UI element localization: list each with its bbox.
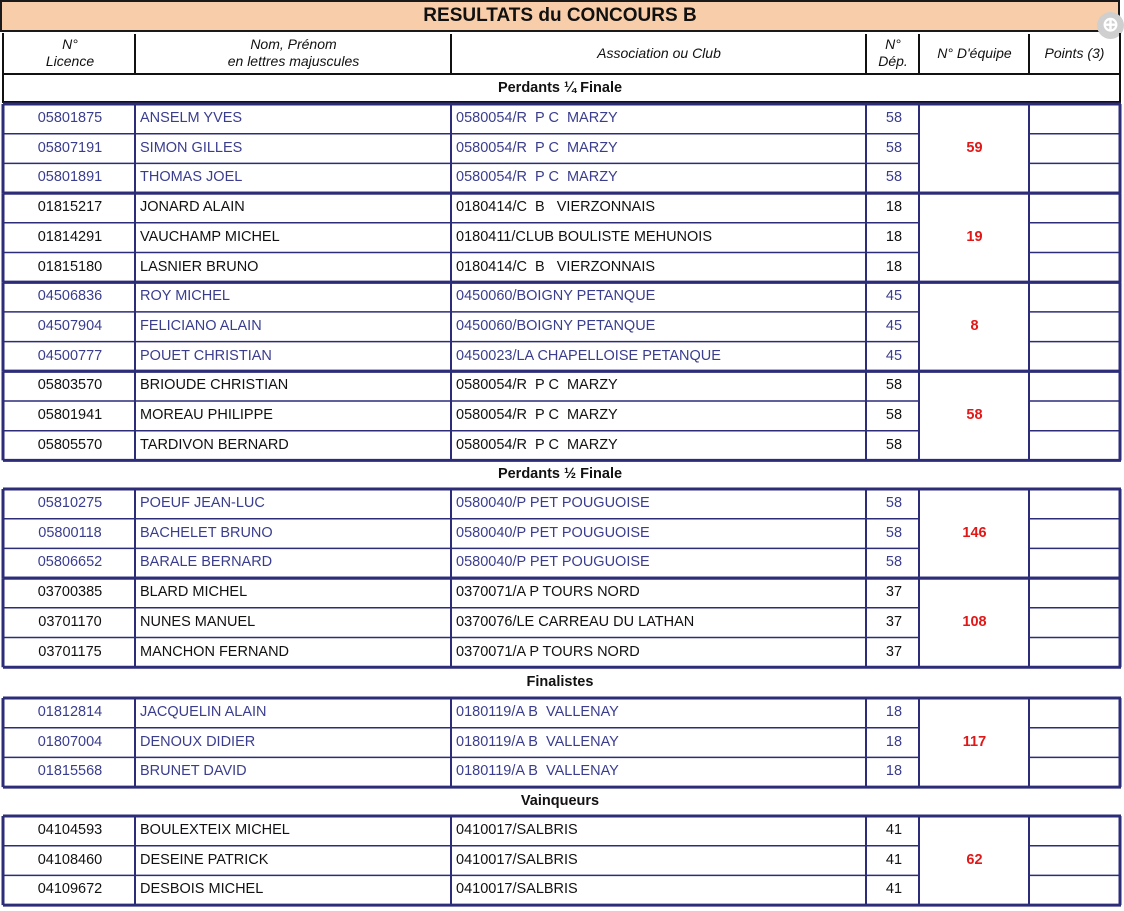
points-cell	[1031, 312, 1118, 342]
club-cell: 0580054/R P C MARZY	[456, 377, 618, 394]
club-cell: 0180414/C B VIERZONNAIS	[456, 199, 656, 216]
page-title: RESULTATS du CONCOURS B	[0, 0, 1120, 32]
name-cell: DESEINE PATRICK	[140, 851, 269, 868]
team-number: 117	[962, 734, 987, 750]
licence-cell: 05806652	[37, 554, 103, 571]
club-cell: 0450023/LA CHAPELLOISE PETANQUE	[456, 347, 721, 364]
points-cell	[1031, 548, 1118, 578]
licence-cell: 03701175	[38, 643, 102, 660]
licence-cell: 01807004	[37, 733, 103, 750]
licence-cell: 04506836	[37, 288, 103, 305]
club-cell: 0580054/R P C MARZY	[456, 436, 618, 453]
dep-cell: 58	[885, 139, 903, 156]
points-cell	[1031, 608, 1118, 638]
points-cell	[1031, 578, 1118, 608]
name-cell: POEUF JEAN-LUC	[140, 495, 265, 511]
licence-cell: 05801875	[37, 110, 103, 126]
licence-cell: 05807191	[37, 139, 103, 156]
club-cell: 0580040/P PET POUGUOISE	[456, 524, 650, 541]
licence-cell: 04104593	[37, 822, 103, 838]
points-cell	[1031, 253, 1118, 283]
dep-cell: 37	[885, 613, 903, 630]
team-number: 108	[962, 614, 987, 631]
club-cell: 0450060/BOIGNY PETANQUE	[456, 288, 656, 305]
header-dep: N° Dép.	[878, 36, 908, 69]
dep-cell: 58	[885, 524, 903, 541]
name-cell: FELICIANO ALAIN	[140, 317, 262, 334]
name-cell: BOULEXTEIX MICHEL	[140, 822, 290, 838]
header-points: Points (3)	[1044, 44, 1105, 61]
name-cell: POUET CHRISTIAN	[140, 347, 272, 364]
zoom-in-icon[interactable]: ⊕	[1097, 12, 1124, 39]
club-cell: 0370071/A P TOURS NORD	[456, 584, 640, 601]
header-name: Nom, Prénom en lettres majuscules	[227, 36, 360, 69]
licence-cell: 04109672	[37, 881, 103, 898]
points-cell	[1031, 519, 1118, 549]
club-cell: 0410017/SALBRIS	[456, 881, 578, 898]
dep-cell: 18	[885, 228, 903, 245]
dep-cell: 18	[885, 704, 903, 720]
team-number: 58	[966, 407, 983, 424]
licence-cell: 03701170	[38, 613, 102, 630]
licence-cell: 01815568	[37, 763, 103, 780]
points-cell	[1031, 134, 1118, 164]
club-cell: 0370076/LE CARREAU DU LATHAN	[456, 613, 695, 630]
section-heading: Vainqueurs	[520, 793, 600, 809]
dep-cell: 58	[885, 377, 903, 394]
name-cell: VAUCHAMP MICHEL	[140, 228, 280, 245]
points-cell	[1031, 728, 1118, 758]
section-heading: Perdants ½ Finale	[497, 466, 623, 482]
dep-cell: 58	[885, 110, 903, 126]
licence-cell: 04507904	[37, 317, 103, 334]
section-heading: Finalistes	[526, 674, 594, 690]
team-number: 146	[962, 525, 987, 541]
points-cell	[1031, 489, 1118, 519]
club-cell: 0180119/A B VALLENAY	[456, 704, 619, 720]
club-cell: 0410017/SALBRIS	[456, 851, 578, 868]
team-number: 19	[966, 229, 983, 246]
points-cell	[1031, 816, 1118, 846]
dep-cell: 41	[885, 822, 903, 838]
licence-cell: 01812814	[37, 704, 103, 720]
dep-cell: 18	[885, 733, 903, 750]
header-club: Association ou Club	[597, 44, 721, 61]
name-cell: BLARD MICHEL	[140, 584, 248, 601]
club-cell: 0450060/BOIGNY PETANQUE	[456, 317, 656, 334]
points-cell	[1031, 757, 1118, 787]
name-cell: LASNIER BRUNO	[140, 258, 259, 275]
club-cell: 0370071/A P TOURS NORD	[456, 643, 640, 660]
name-cell: BRUNET DAVID	[140, 763, 247, 780]
licence-cell: 04500777	[37, 347, 103, 364]
dep-cell: 45	[885, 288, 903, 305]
name-cell: JONARD ALAIN	[140, 199, 245, 216]
points-cell	[1031, 846, 1118, 876]
licence-cell: 01815217	[37, 199, 103, 216]
club-cell: 0180119/A B VALLENAY	[456, 733, 619, 750]
dep-cell: 58	[885, 495, 903, 511]
header-equipe: N° D'équipe	[937, 44, 1012, 61]
licence-cell: 01815180	[37, 258, 103, 275]
team-number: 8	[970, 318, 979, 335]
dep-cell: 18	[885, 199, 903, 216]
dep-cell: 18	[885, 763, 903, 780]
licence-cell: 01814291	[37, 228, 103, 245]
team-number: 59	[966, 140, 983, 156]
name-cell: DESBOIS MICHEL	[140, 881, 264, 898]
licence-cell: 03700385	[37, 584, 103, 601]
dep-cell: 58	[885, 407, 903, 423]
name-cell: BARALE BERNARD	[140, 554, 273, 571]
points-cell	[1031, 875, 1118, 905]
dep-cell: 37	[885, 643, 903, 660]
points-cell	[1031, 431, 1118, 461]
licence-cell: 05805570	[37, 436, 103, 453]
club-cell: 0580054/R P C MARZY	[456, 139, 618, 156]
name-cell: ROY MICHEL	[140, 288, 230, 305]
licence-cell: 05800118	[38, 524, 102, 541]
points-cell	[1031, 698, 1118, 728]
team-number: 62	[966, 852, 983, 868]
name-cell: JACQUELIN ALAIN	[140, 704, 267, 720]
licence-cell: 05803570	[37, 377, 103, 394]
points-cell	[1031, 342, 1118, 372]
dep-cell: 37	[885, 584, 903, 601]
club-cell: 0580054/R P C MARZY	[456, 110, 618, 126]
dep-cell: 41	[885, 881, 903, 898]
name-cell: TARDIVON BERNARD	[140, 436, 289, 453]
licence-cell: 05810275	[37, 495, 103, 511]
points-cell	[1031, 638, 1118, 668]
dep-cell: 45	[885, 317, 903, 334]
name-cell: BACHELET BRUNO	[140, 524, 273, 541]
points-cell	[1031, 163, 1118, 193]
club-cell: 0180119/A B VALLENAY	[456, 763, 619, 780]
licence-cell: 04108460	[37, 851, 103, 868]
points-cell	[1031, 282, 1118, 312]
club-cell: 0410017/SALBRIS	[456, 822, 578, 838]
club-cell: 0580054/R P C MARZY	[456, 407, 618, 423]
licence-cell: 05801941	[37, 407, 103, 423]
name-cell: DENOUX DIDIER	[140, 733, 256, 750]
club-cell: 0580054/R P C MARZY	[456, 169, 618, 186]
points-cell	[1031, 223, 1118, 253]
club-cell: 0580040/P PET POUGUOISE	[456, 495, 650, 511]
dep-cell: 45	[885, 347, 903, 364]
section-heading: Perdants ¼ Finale	[497, 80, 623, 96]
dep-cell: 58	[885, 436, 903, 453]
name-cell: THOMAS JOEL	[140, 169, 243, 186]
dep-cell: 18	[885, 258, 903, 275]
club-cell: 0180414/C B VIERZONNAIS	[456, 258, 656, 275]
name-cell: MOREAU PHILIPPE	[140, 407, 273, 423]
points-cell	[1031, 371, 1118, 401]
name-cell: MANCHON FERNAND	[140, 643, 290, 660]
dep-cell: 41	[885, 851, 903, 868]
points-cell	[1031, 401, 1118, 431]
dep-cell: 58	[885, 169, 903, 186]
name-cell: NUNES MANUEL	[140, 613, 256, 630]
points-cell	[1031, 104, 1118, 134]
dep-cell: 58	[885, 554, 903, 571]
name-cell: SIMON GILLES	[140, 139, 243, 156]
points-cell	[1031, 193, 1118, 223]
club-cell: 0580040/P PET POUGUOISE	[456, 554, 650, 571]
club-cell: 0180411/CLUB BOULISTE MEHUNOIS	[456, 228, 712, 245]
licence-cell: 05801891	[37, 169, 103, 186]
name-cell: BRIOUDE CHRISTIAN	[140, 377, 289, 394]
name-cell: ANSELM YVES	[140, 110, 243, 126]
header-licence: N° Licence	[45, 36, 95, 69]
